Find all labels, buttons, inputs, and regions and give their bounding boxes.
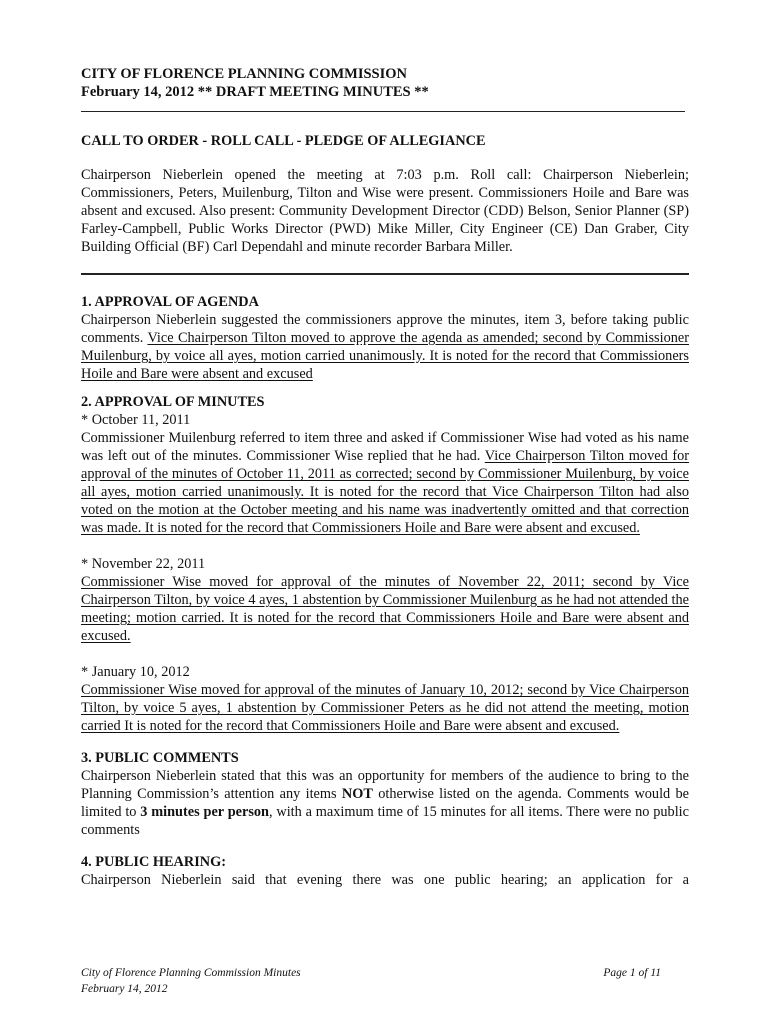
- agenda-title: 1. APPROVAL OF AGENDA: [81, 294, 259, 310]
- public-hearing-title: 4. PUBLIC HEARING:: [81, 854, 226, 870]
- agenda-paragraph: [81, 311, 689, 383]
- footer-document-title: City of Florence Planning Commission Minutes: [81, 967, 301, 979]
- public-comments-text-c: , with a maximum time of 15 minutes for all items. There were no public comments: [81, 804, 689, 838]
- minutes-item-motion: Commissioner Wise moved for approval of the minutes of November 22, 2011; second by Vice Chairperson Tilton, by voice 4 ayes, 1 abstention by Commissioner Muilenburg as he had not attended the meeting; motion carried. It is noted for the record that Commissioners Hoile and Bare were absent and excused.: [81, 574, 689, 644]
- minutes-item: [81, 411, 689, 537]
- public-comments-text-a: Chairperson Nieberlein stated that this was an opportunity for members of the audience to bring to the Planning Commission’s attention any items: [81, 768, 689, 802]
- header-title: CITY OF FLORENCE PLANNING COMMISSION: [81, 66, 408, 82]
- agenda-text: Chairperson Nieberlein suggested the commissioners approve the minutes, item 3, before taking public comments.: [81, 312, 689, 346]
- section-call-to-order: [81, 132, 689, 256]
- call-to-order-text: Chairperson Nieberlein opened the meeting at 7:03 p.m. Roll call: Chairperson Nieberlein; Commissioners, Peters, Muilenburg, Tilton and Wise were present. Commissioners Hoile and Bare was absent and excused. Also present: Community Development Director (CDD) Belson, Senior Planner (SP) Farley-Campbell, Public Works Director (PWD) Mike Miller, City Engineer (CE) Dan Graber, City Building Official (BF) Carl Dependahl and minute recorder Barbara Miller.: [81, 167, 689, 255]
- agenda-motion: Vice Chairperson Tilton moved to approve the agenda as amended; second by Commissioner Muilenburg, by voice all ayes, motion carried unanimously. It is noted for the record that Commissioners Hoile and Bare were absent and excused: [81, 330, 689, 382]
- footer-date: February 14, 2012: [81, 983, 168, 995]
- call-to-order-title: CALL TO ORDER - ROLL CALL - PLEDGE OF ALLEGIANCE: [81, 133, 486, 149]
- section-public-hearing: [81, 853, 689, 889]
- public-comments-paragraph: [81, 767, 689, 839]
- minutes-item-date: * November 22, 2011: [81, 556, 206, 572]
- minutes-title: 2. APPROVAL OF MINUTES: [81, 394, 265, 410]
- minutes-item: [81, 663, 689, 735]
- minutes-item-date: * January 10, 2012: [81, 664, 190, 680]
- minutes-item-paragraph: [81, 681, 689, 735]
- document-header: [81, 65, 689, 101]
- document-body: [81, 65, 689, 889]
- minutes-item-motion: Commissioner Wise moved for approval of the minutes of January 10, 2012; second by Vice Chairperson Tilton, by voice 5 ayes, 1 abstention by Commissioner Peters as he did not attend the meeting, motion carried It is noted for the record that Commissioners Hoile and Bare were absent and excused.: [81, 682, 689, 734]
- section-approval-of-agenda: [81, 293, 689, 383]
- section-public-comments: [81, 749, 689, 839]
- minutes-item-date: * October 11, 2011: [81, 412, 191, 428]
- minutes-item-text: Commissioner Muilenburg referred to item three and asked if Commissioner Wise had voted as his name was left out of the minutes. Commissioner Wise replied that he had.: [81, 430, 689, 464]
- section-divider: [81, 273, 689, 275]
- public-comments-title: 3. PUBLIC COMMENTS: [81, 750, 239, 766]
- public-comments-not: NOT: [341, 786, 373, 802]
- minutes-item-motion: Vice Chairperson Tilton moved for approval of the minutes of October 11, 2011 as corrected; second by Commissioner Muilenburg, by voice all ayes, motion carried unanimously. It is noted for the record that Vice Chairperson Tilton had also voted on the motion at the October meeting and his name was inadvertently omitted and that correction was made. It is noted for the record that Commissioners Hoile and Bare were absent and excused.: [81, 448, 690, 536]
- minutes-item: [81, 555, 689, 645]
- header-subtitle: February 14, 2012 ** DRAFT MEETING MINUTES **: [81, 84, 429, 100]
- page-footer: [81, 965, 661, 997]
- public-comments-limit: 3 minutes per person: [140, 804, 269, 820]
- header-divider: [81, 111, 685, 112]
- section-approval-of-minutes: [81, 393, 689, 735]
- footer-page-number: Page 1 of 11: [603, 967, 661, 979]
- public-hearing-text: Chairperson Nieberlein said that evening there was one public hearing; an application for a: [81, 872, 689, 888]
- minutes-item-paragraph: [81, 573, 689, 645]
- public-comments-text-b: otherwise listed on the agenda. Comments would be limited to: [81, 786, 689, 820]
- minutes-item-paragraph: [81, 429, 689, 537]
